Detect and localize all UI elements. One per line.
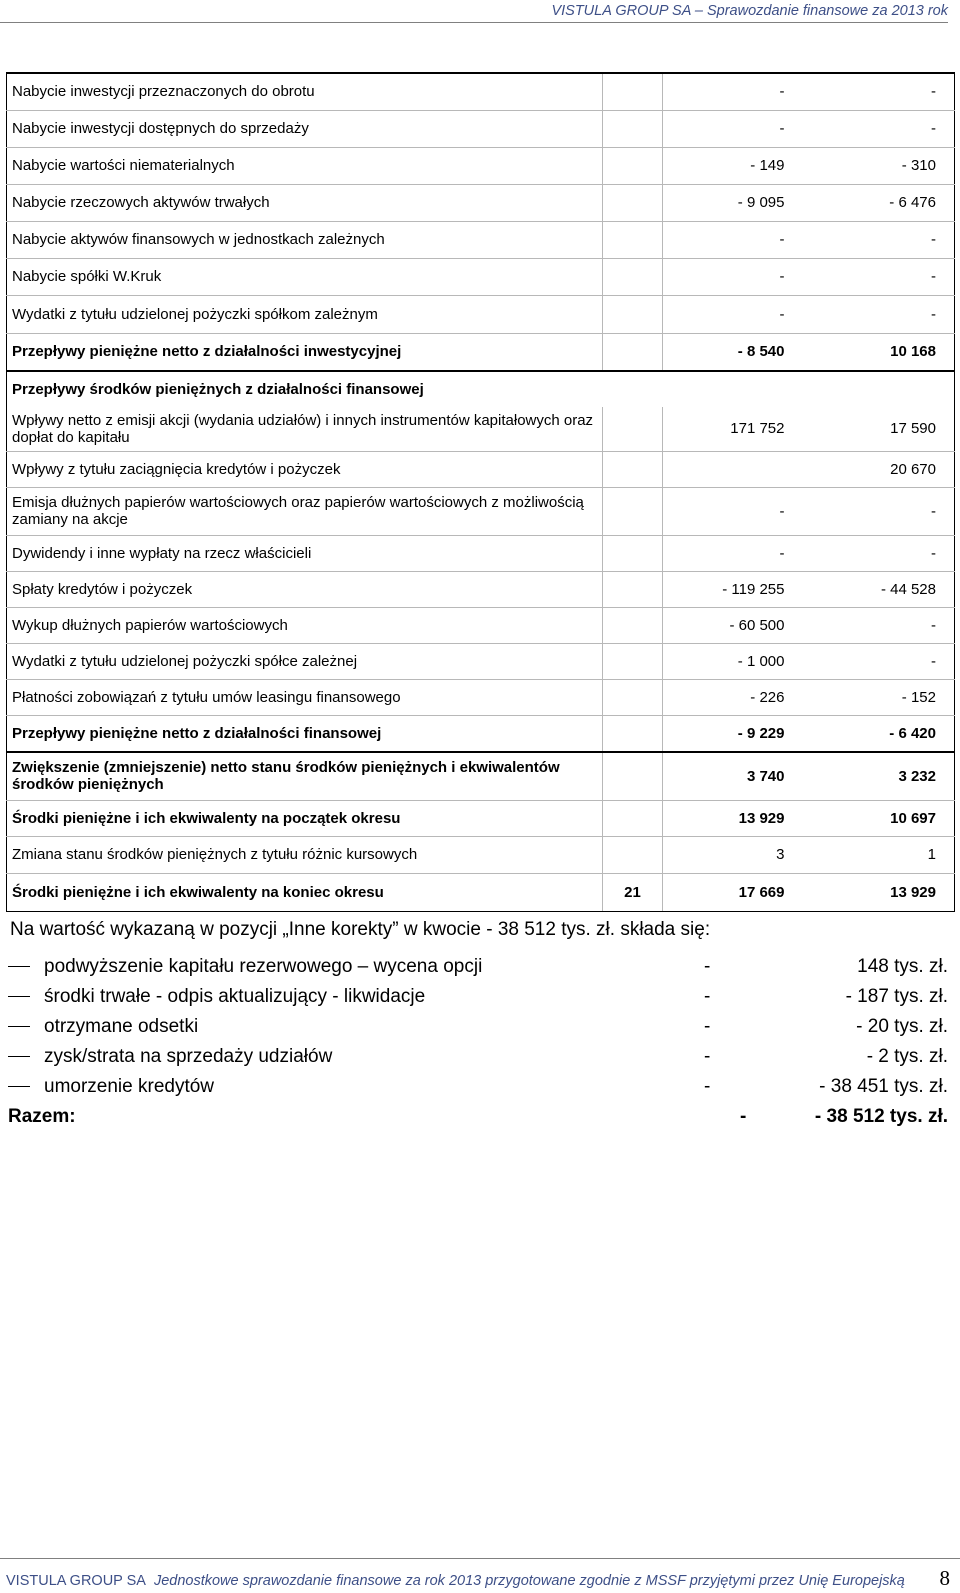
row-label: Spłaty kredytów i pożyczek [7, 571, 603, 607]
row-label: Wykup dłużnych papierów wartościowych [7, 607, 603, 643]
other-adjustments-explanation [8, 918, 950, 1132]
explanation-item-amount: - 2 tys. zł. [866, 1046, 948, 1067]
row-value-2013: 13 929 [663, 800, 809, 836]
section-heading-row [7, 371, 955, 407]
row-value-2013: - 119 255 [663, 571, 809, 607]
row-value-2012: - [809, 221, 955, 258]
dash-bullet-icon [8, 1075, 44, 1099]
row-label: Nabycie spółki W.Kruk [7, 258, 603, 295]
row-note [603, 147, 663, 184]
row-value-2013: - [663, 295, 809, 333]
explanation-item-mark: - [704, 1076, 711, 1097]
page-header: VISTULA GROUP SA – Sprawozdanie finansowe za 2013 rok [551, 3, 948, 19]
row-note [603, 836, 663, 873]
row-value-2012: 1 [809, 836, 955, 873]
explanation-intro: Na wartość wykazaną w pozycji „Inne korekty” w kwocie - 38 512 tys. zł. składa się: [10, 919, 711, 940]
row-value-2013: - 9 095 [663, 184, 809, 221]
explanation-item-label: umorzenie kredytów [44, 1076, 215, 1097]
investing-row [7, 295, 955, 333]
investing-total-row [7, 333, 955, 371]
dash-bullet-icon [8, 1015, 44, 1039]
explanation-item-amount: - 187 tys. zł. [845, 986, 948, 1007]
investing-row [7, 184, 955, 221]
row-value-2013: - 9 229 [663, 715, 809, 752]
explanation-item-amount: - 38 451 tys. zł. [819, 1076, 948, 1097]
header-company: VISTULA GROUP SA [551, 3, 691, 19]
row-value-2012: - 44 528 [809, 571, 955, 607]
row-note [603, 487, 663, 535]
row-value-2012: - [809, 258, 955, 295]
explanation-total-label: Razem: [8, 1106, 76, 1127]
row-note [603, 333, 663, 371]
row-value-2013: - 149 [663, 147, 809, 184]
row-value-2012: 10 697 [809, 800, 955, 836]
row-label: Emisja dłużnych papierów wartościowych oraz papierów wartościowych z możliwością zamiany na akcje [7, 487, 603, 535]
investing-row [7, 147, 955, 184]
explanation-item-mark: - [704, 986, 711, 1007]
row-label: Nabycie inwestycji dostępnych do sprzedaży [7, 110, 603, 147]
row-value-2012: - 152 [809, 679, 955, 715]
explanation-item-amount: 148 tys. zł. [857, 956, 948, 977]
financing-row [7, 451, 955, 487]
row-value-2012: - 6 476 [809, 184, 955, 221]
explanation-item-label: środki trwałe - odpis aktualizujący - likwidacje [44, 986, 426, 1007]
explanation-item [8, 982, 950, 1012]
row-value-2012: 3 232 [809, 752, 955, 800]
cash-flow-table [6, 72, 955, 912]
dash-bullet-icon [8, 985, 44, 1009]
row-note [603, 73, 663, 110]
financing-row [7, 679, 955, 715]
footer-description: Jednostkowe sprawozdanie finansowe za rok 2013 przygotowane zgodnie z MSSF przyjętymi przez Unię Europejską [153, 1573, 905, 1589]
row-value-2012: - [809, 607, 955, 643]
row-note [603, 679, 663, 715]
row-label: Środki pieniężne i ich ekwiwalenty na koniec okresu [7, 873, 603, 911]
section-heading: Przepływy środków pieniężnych z działalności finansowej [7, 371, 955, 407]
row-value-2013: - [663, 487, 809, 535]
row-note [603, 571, 663, 607]
investing-row [7, 110, 955, 147]
financing-total-row [7, 715, 955, 752]
dash-bullet-icon [8, 1045, 44, 1069]
row-value-2012: - [809, 295, 955, 333]
row-value-2012: 10 168 [809, 333, 955, 371]
row-note [603, 110, 663, 147]
row-note [603, 535, 663, 571]
row-label: Nabycie rzeczowych aktywów trwałych [7, 184, 603, 221]
footer-company: VISTULA GROUP SA [6, 1573, 146, 1589]
explanation-total-amount: - 38 512 tys. zł. [814, 1106, 948, 1127]
row-value-2013 [663, 451, 809, 487]
row-note [603, 258, 663, 295]
explanation-item-amount: - 20 tys. zł. [856, 1016, 948, 1037]
row-label: Wydatki z tytułu udzielonej pożyczki spółce zależnej [7, 643, 603, 679]
row-note [603, 221, 663, 258]
row-label: Wpływy netto z emisji akcji (wydania udziałów) i innych instrumentów kapitałowych oraz dopłat do kapitału [7, 407, 603, 451]
row-value-2013: - [663, 535, 809, 571]
row-value-2012: - [809, 73, 955, 110]
explanation-item [8, 1072, 950, 1102]
row-note [603, 407, 663, 451]
row-note [603, 752, 663, 800]
summary-row [7, 873, 955, 911]
row-label: Nabycie inwestycji przeznaczonych do obrotu [7, 73, 603, 110]
row-value-2013: - 8 540 [663, 333, 809, 371]
row-label: Wydatki z tytułu udzielonej pożyczki spółkom zależnym [7, 295, 603, 333]
row-value-2013: - 60 500 [663, 607, 809, 643]
row-note [603, 607, 663, 643]
row-label: Przepływy pieniężne netto z działalności finansowej [7, 715, 603, 752]
investing-row [7, 221, 955, 258]
row-value-2013: - 1 000 [663, 643, 809, 679]
explanation-item-label: otrzymane odsetki [44, 1016, 199, 1037]
row-value-2013: 3 740 [663, 752, 809, 800]
financing-row [7, 487, 955, 535]
explanation-item-mark: - [704, 1016, 711, 1037]
header-divider [0, 22, 948, 23]
explanation-item [8, 1012, 950, 1042]
explanation-item [8, 1042, 950, 1072]
financing-row [7, 407, 955, 451]
row-label: Nabycie wartości niematerialnych [7, 147, 603, 184]
explanation-item-label: zysk/strata na sprzedaży udziałów [44, 1046, 333, 1067]
row-label: Dywidendy i inne wypłaty na rzecz właścicieli [7, 535, 603, 571]
explanation-item-mark: - [704, 956, 711, 977]
explanation-item [8, 952, 950, 982]
row-note [603, 184, 663, 221]
row-note [603, 643, 663, 679]
row-label: Zmiana stanu środków pieniężnych z tytułu różnic kursowych [7, 836, 603, 873]
row-label: Płatności zobowiązań z tytułu umów leasingu finansowego [7, 679, 603, 715]
row-label: Środki pieniężne i ich ekwiwalenty na początek okresu [7, 800, 603, 836]
row-value-2013: - 226 [663, 679, 809, 715]
summary-row [7, 836, 955, 873]
row-value-2012: - [809, 535, 955, 571]
investing-row [7, 73, 955, 110]
row-value-2012: - [809, 643, 955, 679]
row-value-2012: - [809, 487, 955, 535]
financing-row [7, 571, 955, 607]
row-value-2012: 20 670 [809, 451, 955, 487]
explanation-item-label: podwyższenie kapitału rezerwowego – wycena opcji [44, 956, 483, 977]
financing-row [7, 607, 955, 643]
row-value-2012: - 6 420 [809, 715, 955, 752]
financing-row [7, 535, 955, 571]
footer-divider [0, 1558, 960, 1559]
row-note [603, 800, 663, 836]
row-value-2013: 171 752 [663, 407, 809, 451]
row-value-2012: - 310 [809, 147, 955, 184]
summary-row [7, 800, 955, 836]
row-value-2012: 17 590 [809, 407, 955, 451]
page-footer [6, 1568, 960, 1591]
row-value-2013: - [663, 73, 809, 110]
row-note: 21 [603, 873, 663, 911]
investing-row [7, 258, 955, 295]
header-title: Sprawozdanie finansowe za 2013 rok [706, 3, 948, 19]
dash-bullet-icon [8, 955, 44, 979]
financing-row [7, 643, 955, 679]
row-value-2013: - [663, 258, 809, 295]
summary-row [7, 752, 955, 800]
row-note [603, 451, 663, 487]
row-value-2012: 13 929 [809, 873, 955, 911]
row-value-2012: - [809, 110, 955, 147]
row-value-2013: - [663, 221, 809, 258]
row-value-2013: 3 [663, 836, 809, 873]
row-label: Przepływy pieniężne netto z działalności inwestycyjnej [7, 333, 603, 371]
explanation-item-mark: - [704, 1046, 711, 1067]
page-number: 8 [939, 1566, 950, 1590]
row-note [603, 295, 663, 333]
row-value-2013: - [663, 110, 809, 147]
row-label: Zwiększenie (zmniejszenie) netto stanu środków pieniężnych i ekwiwalentów środków pieniężnych [7, 752, 603, 800]
row-value-2013: 17 669 [663, 873, 809, 911]
explanation-total-row [8, 1102, 950, 1132]
row-label: Wpływy z tytułu zaciągnięcia kredytów i pożyczek [7, 451, 603, 487]
explanation-total-mark: - [740, 1106, 747, 1127]
row-label: Nabycie aktywów finansowych w jednostkach zależnych [7, 221, 603, 258]
row-note [603, 715, 663, 752]
